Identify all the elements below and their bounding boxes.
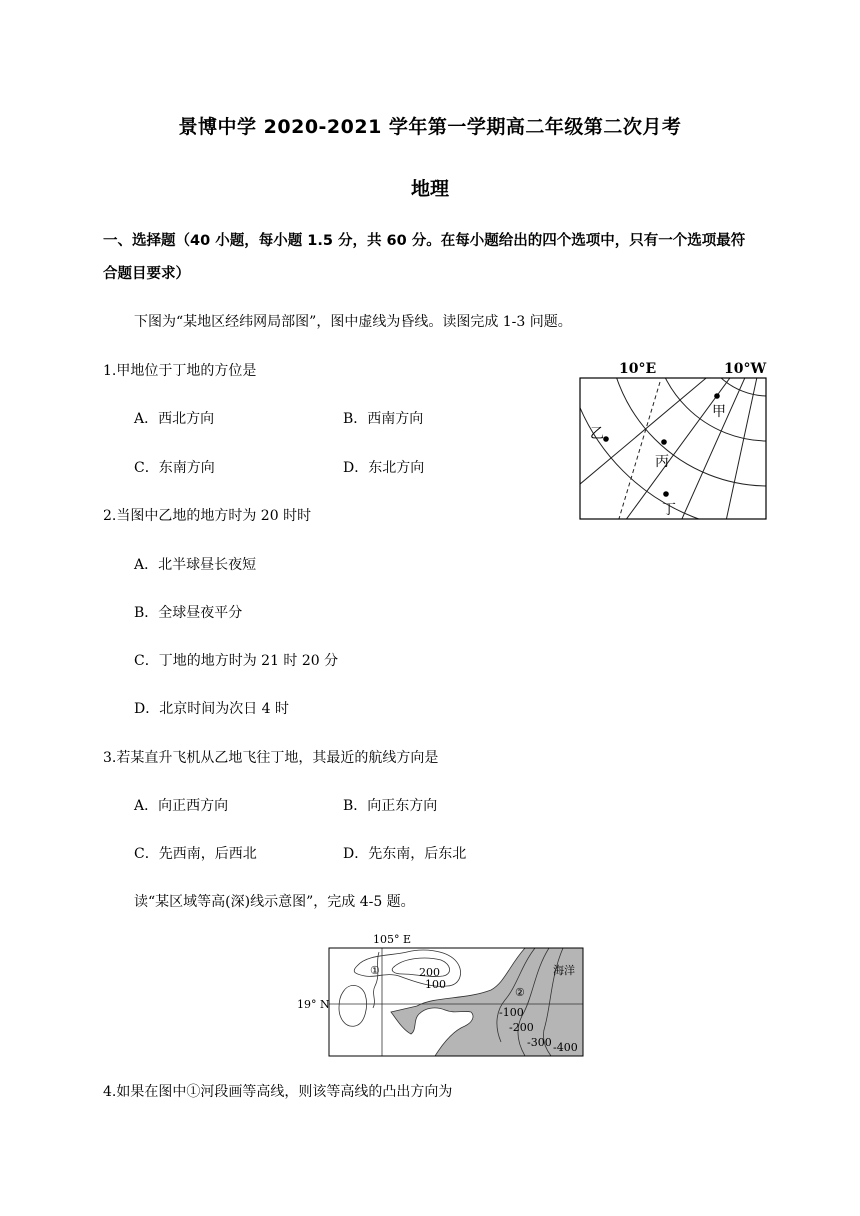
- point-bing: [661, 439, 667, 445]
- section-heading-line2: 合题目要求）: [103, 266, 190, 282]
- contour-map-figure: [295, 930, 587, 1060]
- label-bing: 丙: [655, 454, 669, 470]
- contour-label-minus-200: -200: [509, 1021, 534, 1034]
- question-4-stem: 4.如果在图中①河段画等高线，则该等高线的凸出方向为: [103, 1084, 453, 1100]
- q1-option-b: B．西南方向: [343, 411, 424, 427]
- contour-label-minus-300: -300: [527, 1036, 552, 1049]
- q1-option-c: C．东南方向: [134, 460, 215, 476]
- contour-label-100: 100: [425, 978, 446, 991]
- label-10e: 10°E: [619, 361, 657, 377]
- graticule-map-figure: [572, 356, 772, 524]
- contour-label-minus-100: -100: [499, 1006, 524, 1019]
- point-ding: [663, 491, 669, 497]
- figure1-intro: 下图为“某地区经纬网局部图”，图中虚线为昏线。读图完成 1-3 问题。: [134, 314, 572, 330]
- label-jia: 甲: [712, 404, 726, 420]
- label-19n: 19° N: [297, 998, 330, 1011]
- question-2-stem: 2.当图中乙地的地方时为 20 时时: [103, 508, 312, 524]
- marker-2: ②: [515, 986, 525, 999]
- subject-title: 地理: [410, 178, 449, 200]
- question-1-stem: 1.甲地位于丁地的方位是: [103, 363, 257, 379]
- section-heading-line1: 一、选择题（40 小题，每小题 1.5 分，共 60 分。在每小题给出的四个选项中，只有一个选项最符: [103, 233, 746, 249]
- q3-option-a: A．向正西方向: [134, 798, 229, 814]
- q3-option-c: C．先西南，后西北: [134, 846, 257, 862]
- q2-option-b: B．全球昼夜平分: [134, 605, 243, 621]
- point-yi: [603, 436, 609, 442]
- q3-option-d: D．先东南，后东北: [343, 846, 467, 862]
- label-10w: 10°W: [724, 361, 767, 377]
- q1-option-d: D．东北方向: [343, 460, 425, 476]
- label-ding: 丁: [662, 502, 676, 518]
- q2-option-a: A．北半球昼长夜短: [134, 557, 257, 573]
- marker-1: ①: [370, 964, 380, 977]
- q2-option-d: D．北京时间为次日 4 时: [134, 701, 290, 717]
- q1-option-a: A．西北方向: [134, 411, 215, 427]
- map-frame: [580, 378, 766, 519]
- question-3-stem: 3.若某直升飞机从乙地飞往丁地，其最近的航线方向是: [103, 750, 439, 766]
- figure2-intro: 读“某区域等高(深)线示意图”，完成 4-5 题。: [134, 894, 415, 910]
- label-sea: 海洋: [553, 964, 575, 977]
- contour-label-200: 200: [419, 966, 440, 979]
- point-jia: [714, 393, 720, 399]
- label-105e: 105° E: [373, 933, 412, 946]
- q3-option-b: B．向正东方向: [343, 798, 438, 814]
- q2-option-c: C．丁地的地方时为 21 时 20 分: [134, 653, 339, 669]
- label-yi: 乙: [590, 426, 604, 442]
- exam-title: 景博中学 2020-2021 学年第一学期高二年级第二次月考: [178, 116, 682, 138]
- contour-label-minus-400: -400: [553, 1041, 578, 1054]
